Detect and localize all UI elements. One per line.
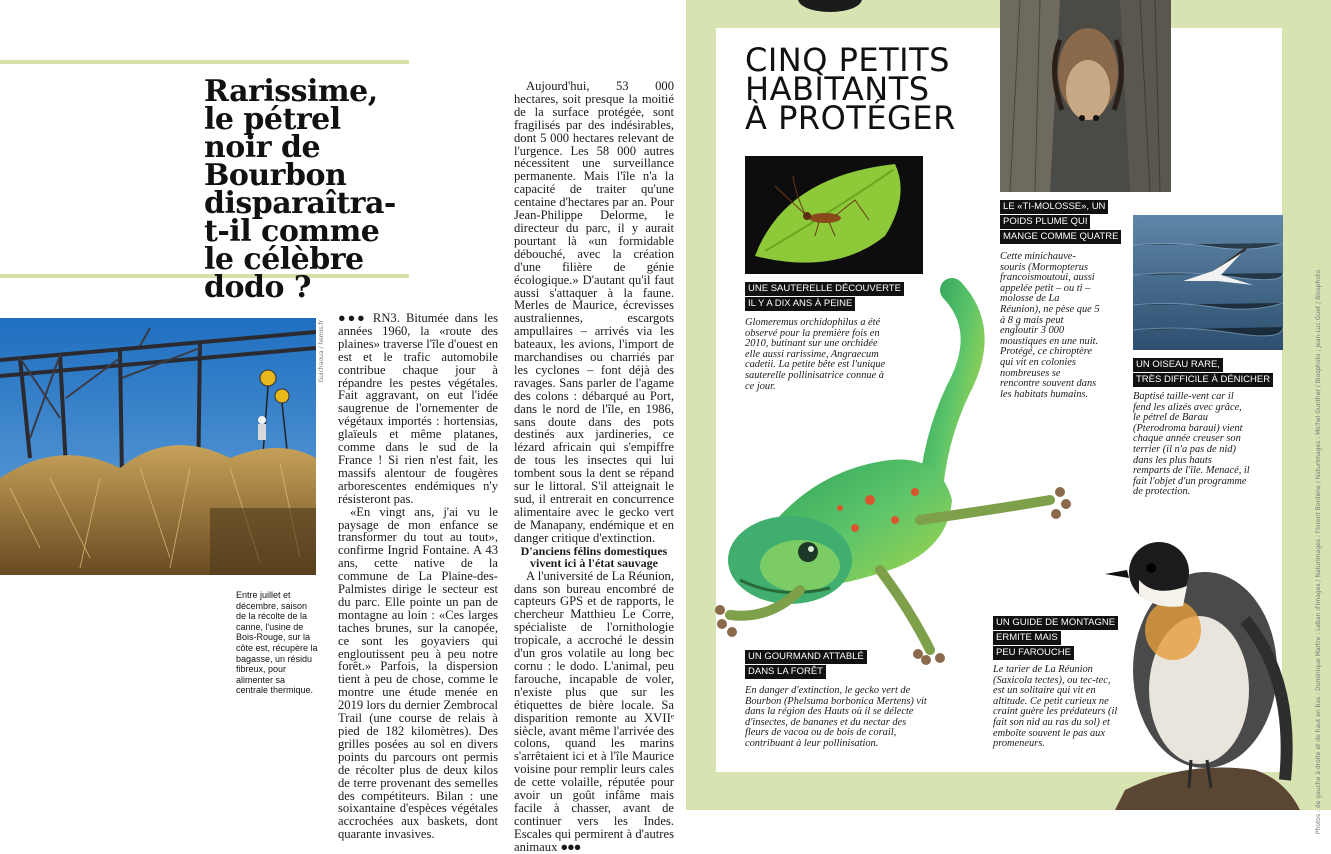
label-line: PEU FAROUCHE (993, 646, 1074, 660)
label-line: UN GOURMAND ATTABLÉ (745, 650, 867, 664)
label-line: UNE SAUTERELLE DÉCOUVERTE (745, 282, 904, 296)
body-column-1 (338, 312, 498, 841)
sugar-cane-photo (0, 318, 316, 575)
petrel-label (1133, 358, 1273, 388)
petrel-text: Baptisé taille-vent car il fend les alizés avec grâce, le pétrel de Barau (Pterodroma baraui) vient chaque année creuser son terrier (il n'a pas de nid) dans les plus hauts remparts de l'île. Menacé, il fait l'objet d'un programme de protection. (1133, 391, 1250, 498)
bat-label (1000, 200, 1121, 245)
label-line: TRÈS DIFFICILE À DÉNICHER (1133, 373, 1273, 387)
subhead: D'anciens félins domestiques vivent ici à l'état sauvage (520, 543, 668, 571)
paragraph: Aujourd'hui, 53 000 hectares, soit presque la moitié de la surface protégée, sont fragilisés par des indésirables, dont 5 000 hectares relevant de l'urgence. Les 58 000 autres nécessitent une surveillance permanente. Mais l'île n'a la capacité de traiter qu'une centaine d'hectares par an. Pour Jean-Philippe Delorme, le directeur du parc, il y aurait pourtant là «un formidable débouché, avec la création d'une filière de génie écologique.» D'autant qu'il faut aussi s'attaquer à la faune. Merles de Maurice, écrevisses australiennes, escargots ampullaires – arrivés via les bateaux, les avions, l'import de marchandises ou charriés par les cyclones – font déjà des ravages. Sans parler de l'agame des colons : débarqué au Port, dans le nord de l'île, en 1986, sans doute dans des pots destinés aux jardineries, ce lézard africain qui s'empiffre de tous les insectes qui lui tombent sous la dent se répand sur le littoral. S'il atteignait le sud, il entrerait en concurrence alimentaire avec le gecko vert de Manapany, endémique et en danger critique d'extinction. (514, 79, 674, 545)
paragraph-text: RN3. Bitumée dans les années 1960, la «route des plaines» traverse l'île d'ouest en est et le trafic automobile contribue chaque jour à répandre les pestes végétales. Fait aggravant, on eut l'idée saugrenue de l'ornementer de végétaux importés : hortensias, glaïeuls et même platanes, comme dans le sud de la France ! Si rien n'est fait, les massifs alentour de fougères arborescentes endémiques n'y résisteront pas. (338, 311, 498, 506)
label-line: POIDS PLUME QUI (1000, 215, 1090, 229)
label-line: MANGE COMME QUATRE (1000, 230, 1121, 244)
paragraph: «En vingt ans, j'ai vu le paysage de mon enfance se transformer du tout au tout», confirme Ingrid Fontaine. A 43 ans, cette native de la commune de La Plaine-des-Palmistes dirige le secteur est du parc. Elle pointe un pan de montagne au loin : «Ces larges taches brunes, sur la canopée, ce sont les goyaviers qui engloutissent peu à peu notre forêt.» Parfois, la dispersion tient à peu de chose, comme le montre une étude menée en 2019 lors du dernier Zembrocal Trail (une course de relais à pied de 182 kilomètres). Des grilles posées au sol en divers points du parcours ont permis de récolter plus de deux kilos de terre provenant des semelles des compétiteurs. Bilan : une soixantaine d'espèces végétales accrochées aux baskets, dont quarante invasives. (338, 504, 498, 842)
stonechat-photo (1095, 520, 1300, 810)
label-line: LE «TI-MOLOSSE», UN (1000, 200, 1108, 214)
label-line: IL Y A DIX ANS À PEINE (745, 297, 855, 311)
paragraph (514, 570, 674, 854)
title-line: À PROTÉGER (745, 99, 956, 137)
lead-bullets: ●●● (338, 311, 367, 325)
body-column-2 (514, 80, 674, 854)
paragraph (338, 312, 498, 506)
gecko-text: En danger d'extinction, le gecko vert de Bourbon (Phelsuma borbonica Mertens) vit dans la région des Hauts où il se délecte d'insectes, de bananes et du nectar des fleurs de vacoa ou de bois de corail, contribuant à leur pollinisation. (745, 685, 927, 749)
petrel-photo (1133, 215, 1283, 350)
label-line: ERMITE MAIS (993, 631, 1061, 645)
photo-credits-right: Photos : de gauche à droite et de haut en bas : Dominique Martre ; Leban d'images / Naturimages ; Florent Bordène / Naturimages ; Michel Gunther / Biosphoto ; Jean-Luc Guet / Biosphoto (1315, 270, 1322, 835)
bat-text: Cette minichauve-souris (Mormopterus francoismoutoui, aussi appelée petit – ou ti – molosse de La Réunion), ne pèse que 5 à 8 g mais peut engloutir 3 000 moustiques en une nuit. Protégé, ce chiroptère qui vit en colonies nombreuses se rencontre souvent dans les habitats humains. (1000, 251, 1100, 400)
cricket-text: Glomeremus orchidophilus a été observé pour la première fois en 2010, butinant sur une orchidée elle aussi rarissime, Angraecum cadetii. La petite bête est l'unique sauterelle pollinisatrice connue à ce jour. (745, 317, 886, 392)
paragraph-text: A l'université de La Réunion, dans son bureau encombré de capteurs GPS et de rapports, le chercheur Matthieu Le Corre, spécialiste de l'ornithologie tropicale, a accroché le dessin d'un gros volatile au long bec cornu : le dodo. L'animal, peu farouche, incapable de voler, n'existe plus que sur les étiquettes de bière locale. Sa disparition remonte au XVIIᵉ siècle, avant même l'arrivée des colons, quand les marins s'arrêtaient ici et à l'île Maurice voisine pour remplir leurs cales de cette volaille, réputée pour avoir un goût infâme mais facile à chasser, avant de continuer vers les Indes. Escales qui permirent à d'autres animaux (514, 568, 674, 854)
photo-credit-left: Guichaoua / hemis.fr (318, 320, 325, 383)
bat-photo (1000, 0, 1171, 192)
sugar-cane-illustration (0, 318, 316, 575)
article-title: Rarissime, le pétrel noir de Bourbon disparaîtra-t-il comme le célèbre dodo ? (204, 74, 396, 305)
title-line: CINQ PETITS (745, 41, 950, 79)
stonechat-label (993, 616, 1118, 661)
end-bullets: ●●● (560, 839, 581, 854)
gecko-photo (690, 270, 1120, 670)
cricket-photo (745, 156, 923, 274)
photo-caption: Entre juillet et décembre, saison de la récolte de la canne, l'usine de Bois-Rouge, sur la côte est, récupère la bagasse, un résidu fibreux, pour alimenter sa centrale thermique. (236, 590, 318, 696)
label-line: DANS LA FORÊT (745, 665, 826, 679)
label-line: UN OISEAU RARE, (1133, 358, 1223, 372)
title-line: HABITANTS (745, 70, 930, 108)
sidebar-title (745, 41, 956, 137)
label-line: UN GUIDE DE MONTAGNE (993, 616, 1118, 630)
stonechat-text: Le tarier de La Réunion (Saxicola tectes), ou tec-tec, est un solitaire qui vit en altitude. Ce petit curieux ne craint guère les prédateurs (il fait son nid au ras du sol) et emboîte souvent le pas aux promeneurs. (993, 664, 1118, 750)
gecko-label (745, 650, 867, 680)
